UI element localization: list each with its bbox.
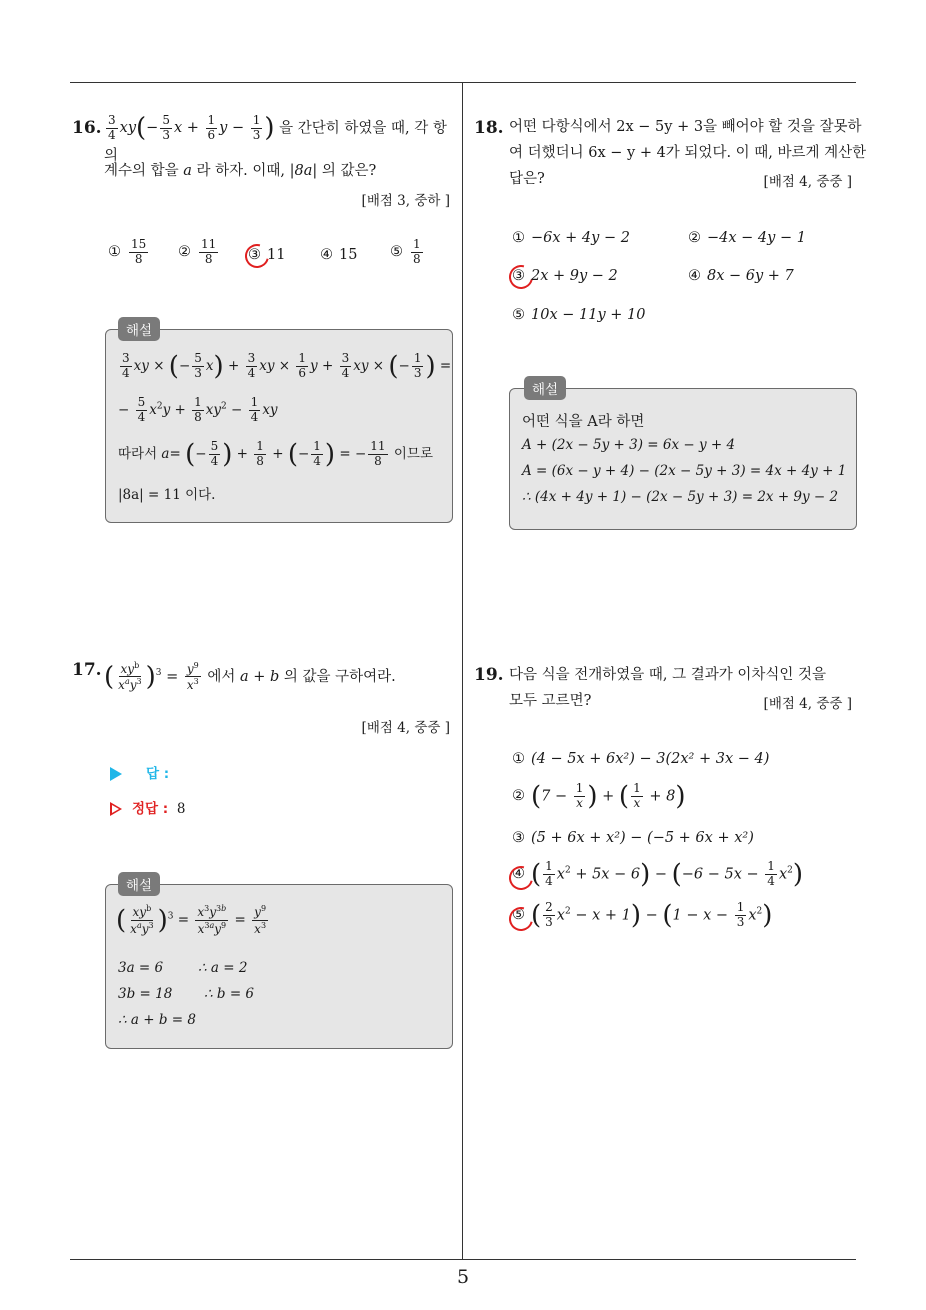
q16-explanation-tag: 해설 xyxy=(118,317,160,341)
q18-choice-1[interactable] xyxy=(512,230,630,246)
q19-number: 19. xyxy=(474,665,504,685)
choice-number: ① xyxy=(108,244,121,261)
q17-exp-l2b: ∴ a = 2 xyxy=(198,960,248,976)
q18-explanation-tag: 해설 xyxy=(524,376,566,400)
q16-stem-b: 계수의 합을 xyxy=(104,163,179,179)
choice-number: ④ xyxy=(320,247,333,263)
q18-exp-line2: A + (2x − 5y + 3) = 6x − y + 4 xyxy=(522,437,736,453)
choice-number: ② xyxy=(688,230,701,246)
choice-number: ① xyxy=(512,230,525,246)
q17-exp-line3 xyxy=(118,986,255,1002)
q18-line1: 어떤 다항식에서 2x − 5y + 3을 빼어야 할 것을 잘못하 xyxy=(509,119,862,135)
q18-score: [배점 4, 중중 ] xyxy=(763,174,852,190)
choice-expr: 10x − 11y + 10 xyxy=(531,307,646,323)
q16-exp-line3-a: 따라서 xyxy=(118,445,158,462)
q19-line1: 다음 식을 전개하였을 때, 그 결과가 이차식인 것을 xyxy=(509,667,827,683)
choice-number: ⑤ xyxy=(390,244,403,261)
q17-exp-l3: 3b = 18 xyxy=(118,986,173,1002)
q16-number: 16. xyxy=(72,118,102,138)
q16-stem-line2: 계수의 합을 a 라 하자. 이때, |8a| 의 값은? xyxy=(104,163,377,179)
q17-exp-line2 xyxy=(118,960,248,976)
q16-score: [배점 3, 중하 ] xyxy=(361,193,450,209)
choice-expr: −6x + 4y − 2 xyxy=(531,230,630,246)
q18-line3: 답은? xyxy=(509,171,545,187)
q18-number: 18. xyxy=(474,118,504,138)
q17-stem-b: 의 값을 구하여라. xyxy=(283,668,396,685)
choice-expr: (5 + 6x + x²) − (−5 + 6x + x²) xyxy=(531,830,754,846)
q18-choice-4[interactable] xyxy=(688,268,794,284)
q16-exp-line3: 따라서 a= (− $\frac{5}{4}$ ) + $\frac{1}{8}$ + (− $\frac{1}{4}$ ) = − $\frac{11}{8}$ 이므로 xyxy=(118,439,433,470)
q18-choice-2[interactable] xyxy=(688,230,806,246)
choice-number: ③ xyxy=(512,830,525,846)
q17-explanation-tag: 해설 xyxy=(118,872,160,896)
choice-expr: (4 − 5x + 6x²) − 3(2x² + 3x − 4) xyxy=(531,751,770,767)
choice-number: ⑤ xyxy=(512,307,525,323)
bottom-rule xyxy=(70,1259,856,1260)
q16-choice-2[interactable]: ② $\frac{11}{8}$ xyxy=(178,237,217,266)
q16-exp-line1: $\frac{3}{4}$ xy × (− $\frac{5}{3}$ x) + $\frac{3}{4}$ xy × $\frac{1}{6}$ y + $\frac{3}{4}$ xy × (− $\frac{1}{3}$ ) = xyxy=(122,351,452,382)
q16-stem-c: 라 하자. 이때, xyxy=(196,163,286,179)
q17-correct-label: 정답 : xyxy=(132,801,169,817)
q17-answer-label: 답 : xyxy=(146,766,170,782)
q19-choice-3[interactable] xyxy=(512,830,754,846)
q16-choice-1[interactable]: ① $\frac{15}{8}$ xyxy=(108,237,147,266)
choice-expr: 8x − 6y + 7 xyxy=(707,268,794,284)
q17-answer-row[interactable] xyxy=(110,762,169,782)
q16-stem-a: 을 간단히 하였을 때, 각 항의 xyxy=(104,120,447,164)
choice-expr: 2x + 9y − 2 xyxy=(531,268,618,284)
q17-stem-a: 에서 xyxy=(207,668,236,685)
q19-choice-4[interactable]: ④ ( $\frac{1}{4}$ $x^2 + 5x - 6) - (-6 - 5x$ − $\frac{1}{4}$ $x^2$) xyxy=(512,859,804,890)
q17-number: 17. xyxy=(72,660,102,680)
choice-number: ② xyxy=(178,244,191,261)
q17-exp-l2: 3a = 6 xyxy=(118,960,164,976)
q19-choice-2[interactable]: ② (7 − $\frac{1}{x}$ ) + ( $\frac{1}{x}$ + 8) xyxy=(512,781,686,812)
q16-stem-d: 의 값은? xyxy=(321,163,377,179)
page-number: 5 xyxy=(456,1266,470,1288)
q16-stem: $\frac{3}{4}$ xy(− $\frac{5}{3}$ x + $\frac{1}{6}$ y − $\frac{1}{3}$ ) 을 간단히 하였을 때, 각 항의 xyxy=(104,113,447,164)
choice-number: ③ xyxy=(512,268,525,284)
q16-exp-line3-b: 이므로 xyxy=(393,445,433,462)
q16-choice-4[interactable]: ④ 15 xyxy=(320,247,358,263)
choice-number: ② xyxy=(512,788,525,805)
q18-choice-5[interactable] xyxy=(512,307,645,323)
q17-score: [배점 4, 중중 ] xyxy=(361,720,450,736)
choice-number: ⑤ xyxy=(512,907,525,924)
q19-line2: 모두 고르면? xyxy=(509,693,592,709)
play-outline-icon xyxy=(110,802,122,816)
q18-answer-mark xyxy=(505,261,538,294)
q17-correct-row xyxy=(110,797,185,817)
choice-number: ④ xyxy=(512,866,525,883)
q19-choice-5[interactable]: ⑤ ( $\frac{2}{3}$ $x^2 - x + 1) - (1 - x$ − $\frac{1}{3}$ $x^2$) xyxy=(512,900,773,931)
q16-exp-line4: |8a| = 11 이다. xyxy=(118,487,216,503)
q16-answer-mark xyxy=(241,240,274,273)
column-divider xyxy=(462,83,463,1260)
q18-exp-line4: ∴ (4x + 4y + 1) − (2x − 5y + 3) = 2x + 9y − 2 xyxy=(522,489,839,505)
q17-stem: ( $\frac{xy^b}{x^ay^3}$ )$^3$ = $\frac{y^9}{x^3}$ 에서 a + b 의 값을 구하여라. xyxy=(104,660,396,693)
q18-exp-line3: A = (6x − y + 4) − (2x − 5y + 3) = 4x + 4y + 1 xyxy=(522,463,847,479)
choice-expr: −4x − 4y − 1 xyxy=(707,230,806,246)
q17-exp-line1: ( $\frac{xy^b}{x^ay^3}$ )$^3$ = $\frac{x^3y^{3b}}{x^{3a}y^9}$ = $\frac{y^9}{x^3}$ xyxy=(116,904,267,936)
q17-correct-value: 8 xyxy=(176,801,186,817)
play-icon xyxy=(110,767,122,781)
q18-line2: 여 더했더니 6x − y + 4가 되었다. 이 때, 바르게 계산한 xyxy=(509,145,867,161)
q17-exp-line4: ∴ a + b = 8 xyxy=(118,1012,196,1028)
q17-exp-l3b: ∴ b = 6 xyxy=(204,986,255,1002)
top-rule xyxy=(70,82,856,83)
q16-choice-3[interactable]: ③ 11 xyxy=(248,247,286,263)
q16-exp-line2: − $\frac{5}{4}$ $x^2y$ + $\frac{1}{8}$ $xy^2$ − $\frac{1}{4}$ xy xyxy=(118,395,278,424)
choice-number: ④ xyxy=(688,268,701,284)
q18-exp-line1: 어떤 식을 A라 하면 xyxy=(522,414,645,430)
q16-choice-5[interactable]: ⑤ $\frac{1}{8}$ xyxy=(390,237,421,266)
q19-score: [배점 4, 중중 ] xyxy=(763,696,852,712)
choice-number: ① xyxy=(512,751,525,767)
choice-number: ③ xyxy=(248,247,261,263)
q19-choice-1[interactable] xyxy=(512,751,769,767)
